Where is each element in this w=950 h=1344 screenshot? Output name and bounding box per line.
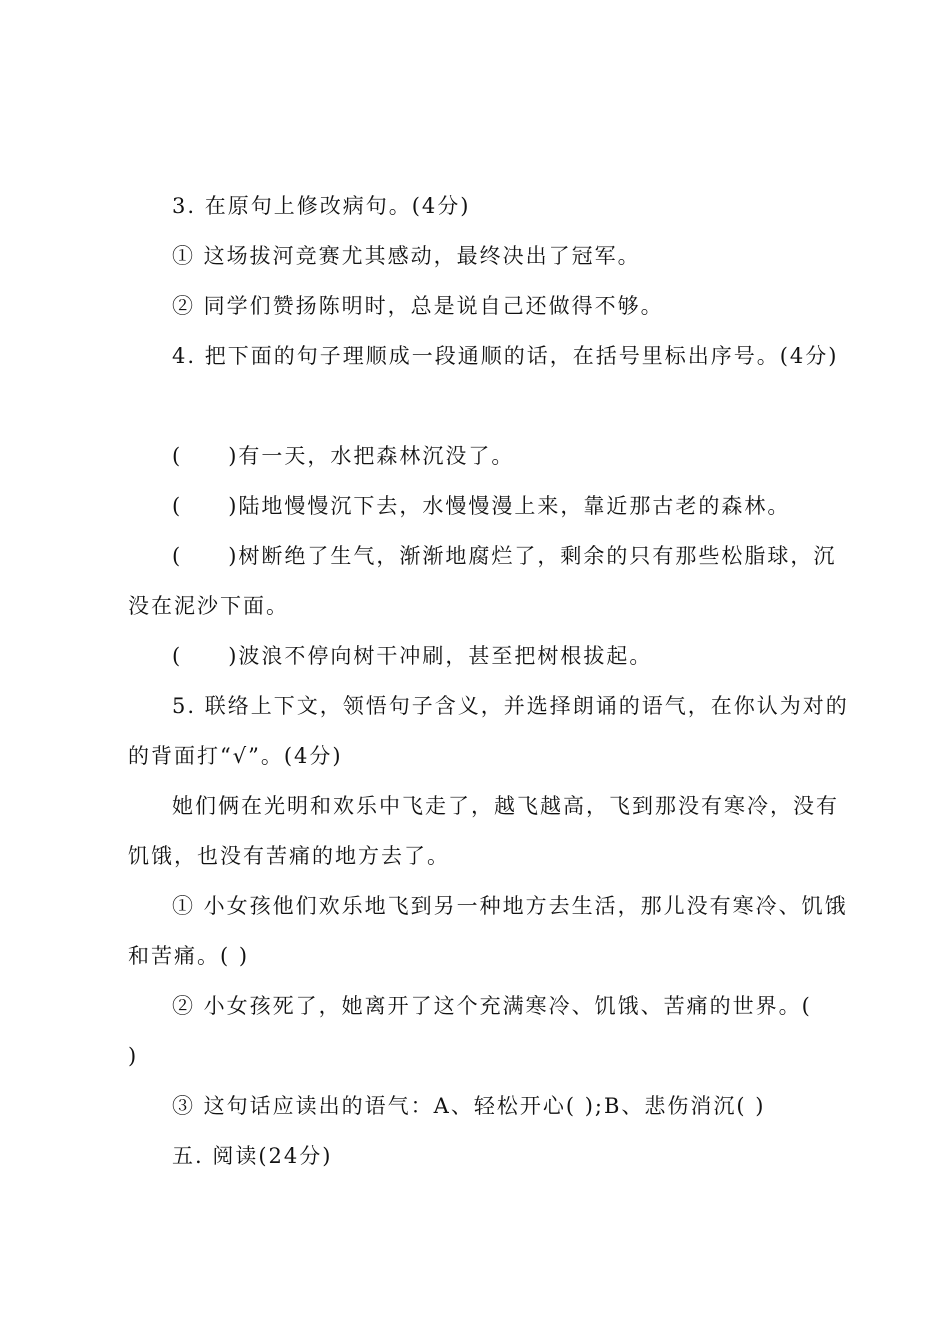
quoted-passage: 她们俩在光明和欢乐中飞走了，越飞越高，飞到那没有寒冷，没有 (172, 794, 839, 818)
choice-item-2-continued: ) (128, 1044, 139, 1068)
ordering-item-3-continued: 没在泥沙下面。 (128, 594, 289, 618)
question-5-heading-continued: 的背面打“√”。(4分) (128, 744, 343, 768)
choice-item-1-continued: 和苦痛。( ) (128, 944, 250, 968)
sentence-item-2: ② 同学们赞扬陈明时，总是说自己还做得不够。 (172, 294, 664, 318)
question-5-heading: 5. 联络上下文，领悟句子含义，并选择朗诵的语气，在你认为对的 (172, 694, 849, 718)
quoted-passage-continued: 饥饿，也没有苦痛的地方去了。 (128, 844, 450, 868)
question-3-heading: 3. 在原句上修改病句。(4分) (172, 194, 471, 218)
choice-item-1: ① 小女孩他们欢乐地飞到另一种地方去生活，那儿没有寒冷、饥饿 (172, 894, 848, 918)
question-4-heading: 4. 把下面的句子理顺成一段通顺的话，在括号里标出序号。(4分) (172, 344, 839, 368)
ordering-item-1: ( )有一天，水把森林沉没了。 (172, 444, 515, 468)
sentence-item-1: ① 这场拔河竞赛尤其感动，最终决出了冠军。 (172, 244, 641, 268)
ordering-item-2: ( )陆地慢慢沉下去，水慢慢漫上来，靠近那古老的森林。 (172, 494, 791, 518)
choice-item-3: ③ 这句话应读出的语气：A、轻松开心( );B、悲伤消沉( ) (172, 1094, 766, 1118)
choice-item-2: ② 小女孩死了，她离开了这个充满寒冷、饥饿、苦痛的世界。( (172, 994, 812, 1018)
section-5-heading: 五. 阅读(24分) (172, 1144, 333, 1168)
ordering-item-4: ( )波浪不停向树干冲刷，甚至把树根拔起。 (172, 644, 653, 668)
ordering-item-3: ( )树断绝了生气，渐渐地腐烂了，剩余的只有那些松脂球，沉 (172, 544, 837, 568)
